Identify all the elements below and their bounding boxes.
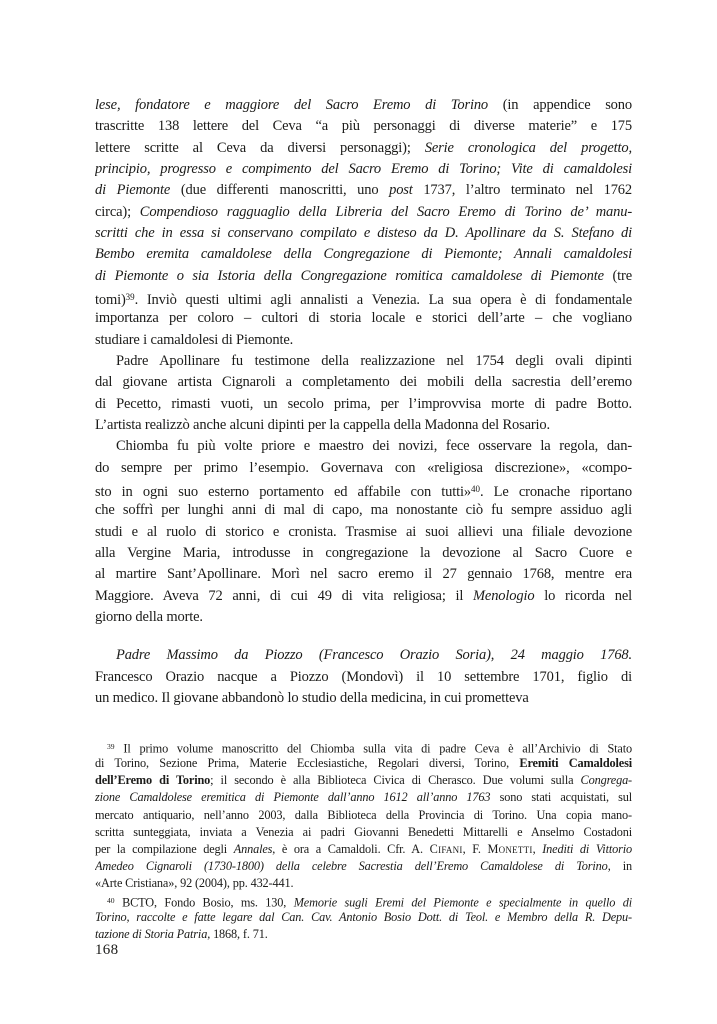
text-run: Amedeo Cignaroli (1730-1800) della celebre Sacrestia dell’Eremo Camaldolese di Torino — [95, 858, 608, 873]
text-run: di Piemonte — [95, 182, 181, 199]
text-run: BCTO, Fondo Bosio, ms. 130, — [114, 895, 294, 910]
text-line — [95, 500, 632, 521]
text-line — [95, 138, 632, 159]
text-run: post — [389, 182, 424, 199]
text-line — [95, 586, 632, 607]
text-run: Memorie sugli Eremi del Piemonte e specialmente in quello di — [293, 895, 632, 910]
text-run: Cifani — [429, 841, 463, 856]
text-run: Monetti — [487, 841, 533, 856]
text-run: studiare i camaldolesi di Piemonte. — [95, 331, 294, 348]
text-run: lese, fondatore e maggiore del Sacro Eremo di Torino — [95, 97, 503, 113]
text-run: al martire Sant’Apollinare. Morì nel sacro eremo il 27 gennaio 1768, mentre era — [95, 566, 632, 583]
text-run: Padre Massimo da Piozzo (Francesco Orazio Soria), 24 maggio 1768. — [116, 647, 632, 664]
text-run: Annales — [233, 841, 273, 856]
text-line — [95, 180, 632, 201]
text-run: «Arte Cristiana», 92 (2004), pp. 432-441. — [95, 875, 294, 890]
text-run: Inediti di Vittorio — [542, 841, 632, 856]
text-run: principio, progresso e compimento del Sacro Eremo di Torino; Vite di camaldolesi — [95, 160, 632, 177]
text-run: Torino, raccolte e fatte legare dal Can. Cav. Antonio Bosio Dott. di Teol. e Membro della R. Depu- — [95, 910, 632, 925]
text-run: sono stati acquistati, sul — [499, 790, 632, 805]
text-run: di Pecetto, rimasti vuoti, un secolo prima, per l’improvvisa morte di padre Botto. — [95, 395, 632, 412]
footnotes — [95, 738, 632, 943]
text-line — [95, 772, 632, 789]
para-chiomba-priore — [95, 436, 632, 628]
text-run: zione Camaldolese eremitica di Piemonte dall’anno 1612 all’anno 1763 — [95, 790, 500, 805]
text-run: che soffrì per lunghi anni di mal di capo, ma nonostante ciò fu sempre assiduo agli — [95, 502, 632, 519]
text-run: tomi) — [95, 291, 126, 308]
text-run: giorno della morte. — [95, 608, 203, 625]
text-run: tazione di Storia Patria, — [95, 927, 214, 942]
text-line — [95, 244, 632, 265]
text-run: 39 — [125, 291, 135, 302]
text-run: mercato antiquario, nell’anno 2003, dalla Biblioteca della Provincia di Torino. Una copia mano- — [95, 807, 632, 822]
text-line — [95, 607, 632, 628]
text-run: , in — [607, 858, 632, 873]
text-line — [95, 824, 632, 841]
text-line — [95, 266, 632, 287]
text-run: (due differenti manoscritti, uno — [180, 182, 390, 199]
text-line — [95, 858, 632, 875]
main-text — [95, 95, 632, 709]
text-run: 39 — [107, 742, 115, 752]
text-line — [95, 436, 632, 457]
text-run: , è ora a Camaldoli. Cfr. A. — [272, 841, 430, 856]
text-line — [95, 458, 632, 479]
text-line — [95, 807, 632, 824]
text-line — [95, 875, 632, 892]
text-run: Il primo volume manoscritto del Chiomba sulla vita di padre Ceva è all’Archivio di Stato — [114, 741, 632, 756]
text-line — [95, 223, 632, 244]
text-line — [95, 394, 632, 415]
text-line — [95, 564, 632, 585]
text-line — [95, 330, 632, 351]
text-block — [95, 95, 632, 943]
text-run: . Inviò questi ultimi agli annalisti a Venezia. La sua opera è di fondamentale — [134, 291, 632, 308]
text-run: scritta sunteggiata, inviata a Venezia ai padri Giovanni Benedetti Mittarelli e Anselmo Costadoni — [95, 824, 632, 839]
text-run: Compendioso ragguaglio della Libreria del Sacro Eremo di Torino de’ manu- — [139, 203, 632, 220]
text-run: (tre — [612, 267, 632, 284]
text-line — [95, 789, 632, 806]
text-run: Bembo eremita camaldolese della Congregazione di Piemonte; Annali camaldolesi — [95, 246, 632, 263]
footnote-39 — [95, 738, 632, 892]
text-run: 1737, l’altro terminato nel 1762 — [423, 182, 632, 199]
text-line — [95, 755, 632, 772]
text-run: 1868, f. 71. — [213, 927, 268, 942]
text-line — [95, 287, 632, 308]
text-run: L’artista realizzò anche alcuni dipinti per la cappella della Madonna del Rosario. — [95, 416, 551, 433]
text-line — [95, 738, 632, 755]
text-line — [95, 645, 632, 666]
text-run: alla Vergine Maria, introdusse in congregazione la devozione al Sacro Cuore e — [95, 544, 632, 561]
para-apollinare-ovali — [95, 351, 632, 436]
text-line — [95, 95, 632, 116]
text-run: Serie cronologica del progetto, — [424, 139, 632, 156]
text-run: dell’Eremo di Torino — [95, 773, 211, 788]
text-line — [95, 202, 632, 223]
text-run: studi e al ruolo di storico e cronista. Trasmise ai suoi allievi una filiale devozione — [95, 523, 632, 540]
text-run: (in appendice sono — [502, 97, 632, 113]
text-run: lo ricorda nel — [534, 587, 632, 604]
text-run: Maggiore. Aveva 72 anni, di cui 49 di vita religiosa; il — [95, 587, 473, 604]
text-run: Eremiti Camaldolesi — [519, 756, 632, 771]
text-run: circa); — [95, 203, 140, 220]
text-line — [95, 522, 632, 543]
text-line — [95, 688, 632, 709]
text-line — [95, 372, 632, 393]
text-run: Padre Apollinare fu testimone della realizzazione nel 1754 degli ovali dipinti — [116, 352, 632, 369]
para-ceva-works — [95, 95, 632, 351]
page-number: 168 — [95, 942, 119, 958]
text-run: Francesco Orazio nacque a Piozzo (Mondovì) il 10 settembre 1701, figlio di — [95, 668, 632, 685]
text-line — [95, 892, 632, 909]
text-run: Chiomba fu più volte priore e maestro dei novizi, fece osservare la regola, dan- — [116, 438, 632, 455]
text-run: , — [532, 841, 543, 856]
text-line — [95, 351, 632, 372]
text-run: ; il secondo è alla Biblioteca Civica di Cherasco. Due volumi sulla — [210, 773, 581, 788]
footnote-40 — [95, 892, 632, 943]
text-run: . Le cronache riportano — [479, 483, 632, 500]
text-run: , F. — [462, 841, 488, 856]
para-massimo-piozzo — [95, 645, 632, 709]
text-line — [95, 308, 632, 329]
text-run: trascritte 138 lettere del Ceva “a più personaggi di diverse materie” e 175 — [95, 118, 632, 135]
text-run: 40 — [470, 483, 480, 494]
text-line — [95, 841, 632, 858]
text-run: scritti che in essa si conservano compilato e disteso da D. Apollinare da S. Stefano di — [95, 224, 632, 241]
text-line — [95, 159, 632, 180]
text-run: per la compilazione degli — [95, 841, 234, 856]
text-line — [95, 415, 632, 436]
text-run: do sempre per primo l’esempio. Governava con «religiosa discrezione», «compo- — [95, 459, 632, 476]
text-line — [95, 543, 632, 564]
text-run: Menologio — [472, 587, 535, 604]
text-run: sto in ogni suo esterno portamento ed affabile con tutti» — [95, 483, 471, 500]
text-run: un medico. Il giovane abbandonò lo studio della medicina, in cui prometteva — [95, 689, 529, 706]
text-run: di Piemonte o sia Istoria della Congregazione romitica camaldolese di Piemonte — [95, 267, 613, 284]
text-run: Congrega- — [580, 773, 632, 788]
text-line — [95, 667, 632, 688]
text-line — [95, 926, 632, 943]
text-line — [95, 909, 632, 926]
text-run: importanza per coloro – cultori di storia locale e storici dell’arte – che vogliano — [95, 310, 632, 327]
text-run: di Torino, Sezione Prima, Materie Ecclesiastiche, Regolari diversi, Torino, — [95, 756, 520, 771]
text-run: 40 — [107, 896, 115, 906]
text-line — [95, 116, 632, 137]
text-run: dal giovane artista Cignaroli a completamento dei mobili della sacrestia dell’eremo — [95, 374, 632, 391]
text-line — [95, 479, 632, 500]
text-run: lettere scritte al Ceva da diversi personaggi); — [95, 139, 425, 156]
